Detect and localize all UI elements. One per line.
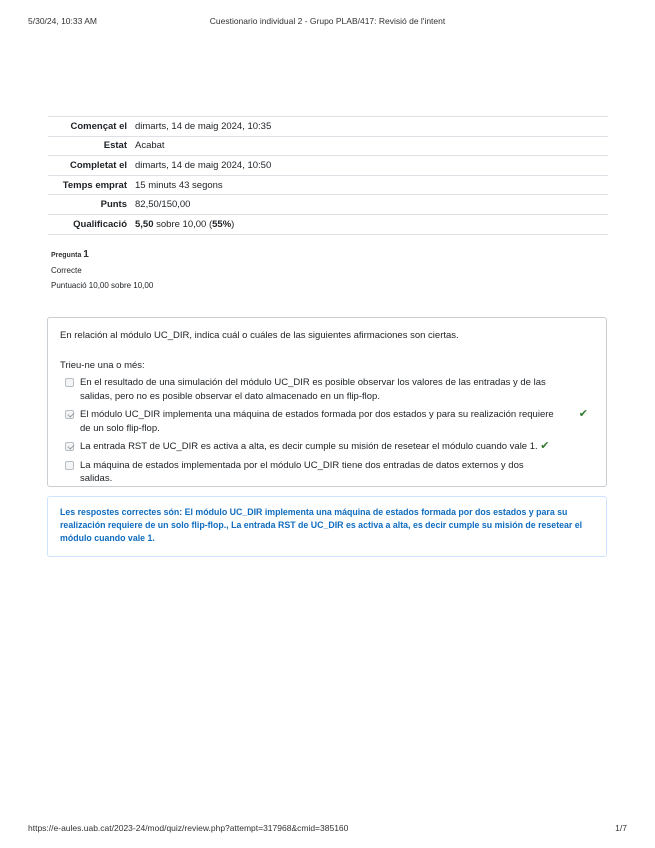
summary-row [48, 117, 608, 137]
answer-prompt: Trieu-ne una o més: [60, 360, 145, 371]
answer-text: El módulo UC_DIR implementa una máquina de estados formada por dos estados y para su realización requiere de un solo flip-flop. [80, 409, 554, 434]
answer-text: La entrada RST de UC_DIR es activa a alta, es decir cumple su misión de resetear el módulo cuando vale 1. [80, 441, 538, 452]
summary-value: 82,50/150,00 [135, 199, 191, 211]
answer-text: En el resultado de una simulación del módulo UC_DIR es posible observar los valores de las entradas y de las salidas, pero no es posible observar el dato almacenado en un flip-flop. [80, 377, 546, 402]
print-header [28, 16, 627, 28]
summary-value: dimarts, 14 de maig 2024, 10:50 [135, 159, 272, 171]
summary-value: dimarts, 14 de maig 2024, 10:35 [135, 120, 272, 132]
correct-check-icon: ✔ [578, 408, 588, 420]
attempt-summary-table [48, 116, 608, 235]
grade-end: ) [231, 218, 235, 230]
correct-check-icon: ✔ [540, 440, 550, 452]
print-datetime: 5/30/24, 10:33 AM [28, 16, 97, 26]
summary-label: Començat el [70, 120, 127, 132]
summary-row [48, 195, 608, 215]
answer-checkbox[interactable] [65, 442, 74, 451]
grade-percent: 55% [212, 218, 232, 230]
grade-score: 5,50 [135, 218, 154, 230]
print-footer [28, 823, 627, 835]
summary-value: Acabat [135, 140, 165, 152]
question-label: Pregunta [51, 252, 82, 259]
print-title: Cuestionario individual 2 - Grupo PLAB/417: Revisió de l'intent [209, 16, 446, 26]
print-url: https://e-aules.uab.cat/2023-24/mod/quiz/review.php?attempt=317968&cmid=385160 [28, 823, 349, 833]
summary-value: 15 minuts 43 segons [135, 179, 223, 191]
summary-label: Completat el [69, 159, 127, 171]
summary-row [48, 136, 608, 156]
grade-middle: sobre 10,00 ( [153, 218, 213, 230]
answer-option [60, 459, 594, 486]
answer-option [60, 376, 594, 403]
answer-option [60, 440, 594, 454]
question-info [51, 249, 153, 290]
summary-label: Punts [100, 199, 127, 211]
question-number-value: 1 [83, 249, 89, 260]
summary-row-grade [48, 214, 608, 234]
question-text: En relación al módulo UC_DIR, indica cuál o cuáles de las siguientes afirmaciones son ciertas. [60, 330, 459, 341]
answer-checkbox[interactable] [65, 410, 74, 419]
question-formulation [47, 317, 607, 487]
question-grade: Puntuació 10,00 sobre 10,00 [51, 281, 154, 290]
summary-label: Qualificació [73, 218, 127, 230]
page-number: 1/7 [615, 823, 627, 833]
summary-grade-value [135, 214, 608, 234]
right-answer-feedback: Les respostes correctes són: El módulo UC_DIR implementa una máquina de estados formada por dos estados y para su realización requiere de un solo flip-flop., La entrada RST de UC_DIR es activa a alta, es decir cumple su misión de resetear el módulo cuando vale 1. [47, 496, 607, 557]
answer-checkbox[interactable] [65, 378, 74, 387]
answer-list [60, 376, 594, 486]
summary-label: Estat [103, 140, 127, 152]
question-state: Correcte [51, 266, 82, 275]
answer-option [60, 408, 594, 435]
summary-row [48, 156, 608, 176]
summary-row [48, 175, 608, 195]
question-number [51, 249, 153, 260]
summary-label: Temps emprat [62, 179, 127, 191]
answer-text: La máquina de estados implementada por el módulo UC_DIR tiene dos entradas de datos externos y dos salidas. [80, 459, 524, 484]
answer-checkbox[interactable] [65, 461, 74, 470]
